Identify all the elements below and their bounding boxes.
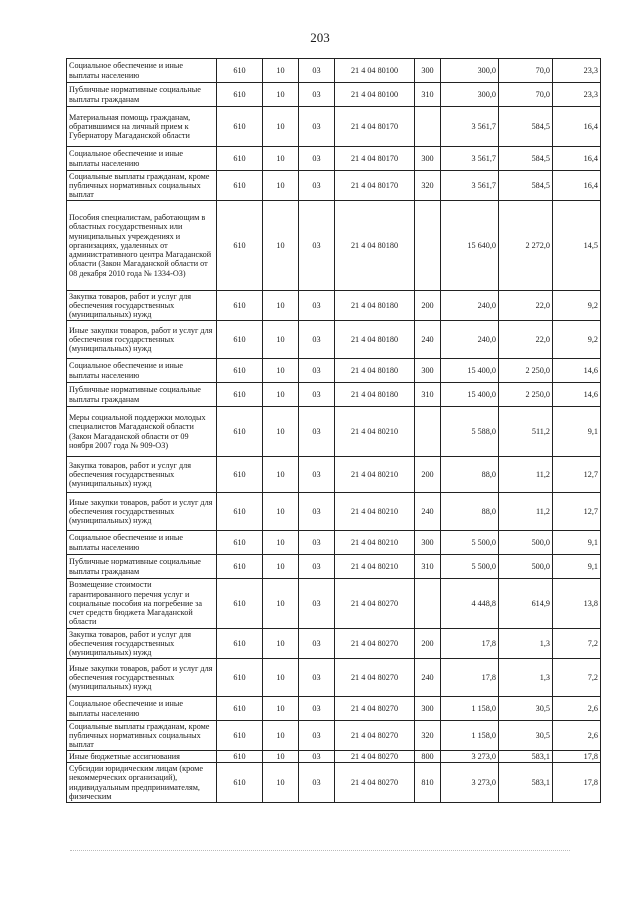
col-percent: 2,6 bbox=[553, 721, 601, 751]
col-target-code: 21 4 04 80210 bbox=[335, 555, 415, 579]
col-section: 10 bbox=[263, 407, 299, 457]
col-target-code: 21 4 04 80210 bbox=[335, 457, 415, 493]
table-row bbox=[67, 383, 601, 407]
row-name: Иные закупки товаров, работ и услуг для обеспечения государственных (муниципальных) нужд bbox=[67, 321, 217, 359]
row-name: Социальное обеспечение и иные выплаты населению bbox=[67, 531, 217, 555]
col-ministry: 610 bbox=[217, 531, 263, 555]
col-subsection: 03 bbox=[299, 171, 335, 201]
col-subsection: 03 bbox=[299, 321, 335, 359]
col-percent: 9,2 bbox=[553, 291, 601, 321]
row-name: Социальное обеспечение и иные выплаты населению bbox=[67, 147, 217, 171]
col-plan: 300,0 bbox=[441, 59, 499, 83]
col-subsection: 03 bbox=[299, 147, 335, 171]
col-target-code: 21 4 04 80270 bbox=[335, 579, 415, 629]
table-row bbox=[67, 59, 601, 83]
col-expense-type: 300 bbox=[415, 531, 441, 555]
col-expense-type: 320 bbox=[415, 721, 441, 751]
col-plan: 15 400,0 bbox=[441, 359, 499, 383]
col-percent: 7,2 bbox=[553, 659, 601, 697]
col-subsection: 03 bbox=[299, 359, 335, 383]
col-target-code: 21 4 04 80170 bbox=[335, 147, 415, 171]
col-target-code: 21 4 04 80270 bbox=[335, 721, 415, 751]
col-percent: 9,2 bbox=[553, 321, 601, 359]
row-name: Закупка товаров, работ и услуг для обеспечения государственных (муниципальных) нужд bbox=[67, 457, 217, 493]
col-expense-type bbox=[415, 579, 441, 629]
col-target-code: 21 4 04 80270 bbox=[335, 629, 415, 659]
col-percent: 16,4 bbox=[553, 147, 601, 171]
table-row bbox=[67, 83, 601, 107]
col-section: 10 bbox=[263, 531, 299, 555]
col-percent: 2,6 bbox=[553, 697, 601, 721]
col-plan: 88,0 bbox=[441, 493, 499, 531]
col-expense-type: 240 bbox=[415, 493, 441, 531]
col-target-code: 21 4 04 80180 bbox=[335, 383, 415, 407]
col-section: 10 bbox=[263, 359, 299, 383]
col-percent: 17,8 bbox=[553, 763, 601, 803]
row-name: Публичные нормативные социальные выплаты гражданам bbox=[67, 83, 217, 107]
col-expense-type: 810 bbox=[415, 763, 441, 803]
col-fact: 614,9 bbox=[499, 579, 553, 629]
row-name: Социальное обеспечение и иные выплаты населению bbox=[67, 697, 217, 721]
col-subsection: 03 bbox=[299, 83, 335, 107]
col-subsection: 03 bbox=[299, 291, 335, 321]
col-fact: 500,0 bbox=[499, 555, 553, 579]
table-row bbox=[67, 721, 601, 751]
table-row bbox=[67, 763, 601, 803]
col-subsection: 03 bbox=[299, 201, 335, 291]
col-ministry: 610 bbox=[217, 493, 263, 531]
table-row bbox=[67, 201, 601, 291]
col-subsection: 03 bbox=[299, 721, 335, 751]
col-percent: 16,4 bbox=[553, 171, 601, 201]
col-ministry: 610 bbox=[217, 83, 263, 107]
col-subsection: 03 bbox=[299, 629, 335, 659]
col-fact: 30,5 bbox=[499, 697, 553, 721]
col-ministry: 610 bbox=[217, 107, 263, 147]
col-target-code: 21 4 04 80170 bbox=[335, 171, 415, 201]
col-expense-type: 310 bbox=[415, 555, 441, 579]
page-number: 203 bbox=[310, 30, 330, 45]
table-row bbox=[67, 407, 601, 457]
table-row bbox=[67, 629, 601, 659]
col-target-code: 21 4 04 80170 bbox=[335, 107, 415, 147]
col-fact: 500,0 bbox=[499, 531, 553, 555]
col-fact: 22,0 bbox=[499, 291, 553, 321]
col-fact: 2 250,0 bbox=[499, 359, 553, 383]
col-ministry: 610 bbox=[217, 629, 263, 659]
table-row bbox=[67, 555, 601, 579]
col-percent: 9,1 bbox=[553, 555, 601, 579]
col-expense-type: 300 bbox=[415, 359, 441, 383]
col-section: 10 bbox=[263, 107, 299, 147]
col-expense-type: 310 bbox=[415, 383, 441, 407]
col-section: 10 bbox=[263, 147, 299, 171]
col-expense-type bbox=[415, 107, 441, 147]
col-ministry: 610 bbox=[217, 659, 263, 697]
col-plan: 3 273,0 bbox=[441, 763, 499, 803]
col-fact: 583,1 bbox=[499, 763, 553, 803]
col-expense-type: 200 bbox=[415, 291, 441, 321]
col-section: 10 bbox=[263, 493, 299, 531]
col-ministry: 610 bbox=[217, 383, 263, 407]
col-plan: 88,0 bbox=[441, 457, 499, 493]
budget-table bbox=[66, 58, 601, 803]
col-expense-type: 300 bbox=[415, 697, 441, 721]
col-target-code: 21 4 04 80270 bbox=[335, 751, 415, 763]
row-name: Материальная помощь гражданам, обратившимся на личный прием к Губернатору Магаданской области bbox=[67, 107, 217, 147]
col-ministry: 610 bbox=[217, 291, 263, 321]
col-fact: 583,1 bbox=[499, 751, 553, 763]
col-percent: 16,4 bbox=[553, 107, 601, 147]
col-plan: 300,0 bbox=[441, 83, 499, 107]
col-plan: 5 588,0 bbox=[441, 407, 499, 457]
col-ministry: 610 bbox=[217, 321, 263, 359]
col-expense-type bbox=[415, 201, 441, 291]
col-subsection: 03 bbox=[299, 763, 335, 803]
col-section: 10 bbox=[263, 321, 299, 359]
col-plan: 17,8 bbox=[441, 659, 499, 697]
col-section: 10 bbox=[263, 629, 299, 659]
col-plan: 3 561,7 bbox=[441, 107, 499, 147]
col-target-code: 21 4 04 80100 bbox=[335, 59, 415, 83]
col-plan: 3 561,7 bbox=[441, 147, 499, 171]
table-row bbox=[67, 579, 601, 629]
row-name: Закупка товаров, работ и услуг для обеспечения государственных (муниципальных) нужд bbox=[67, 629, 217, 659]
col-percent: 14,5 bbox=[553, 201, 601, 291]
col-target-code: 21 4 04 80210 bbox=[335, 407, 415, 457]
col-fact: 70,0 bbox=[499, 83, 553, 107]
col-percent: 23,3 bbox=[553, 83, 601, 107]
col-fact: 70,0 bbox=[499, 59, 553, 83]
table-row bbox=[67, 659, 601, 697]
col-expense-type: 240 bbox=[415, 659, 441, 697]
col-fact: 584,5 bbox=[499, 107, 553, 147]
col-plan: 240,0 bbox=[441, 291, 499, 321]
col-target-code: 21 4 04 80210 bbox=[335, 493, 415, 531]
col-ministry: 610 bbox=[217, 579, 263, 629]
col-percent: 7,2 bbox=[553, 629, 601, 659]
col-subsection: 03 bbox=[299, 383, 335, 407]
col-fact: 2 250,0 bbox=[499, 383, 553, 407]
col-fact: 11,2 bbox=[499, 457, 553, 493]
col-target-code: 21 4 04 80210 bbox=[335, 531, 415, 555]
col-expense-type: 300 bbox=[415, 147, 441, 171]
col-plan: 5 500,0 bbox=[441, 531, 499, 555]
col-section: 10 bbox=[263, 751, 299, 763]
col-section: 10 bbox=[263, 579, 299, 629]
col-section: 10 bbox=[263, 721, 299, 751]
col-ministry: 610 bbox=[217, 171, 263, 201]
table-row bbox=[67, 697, 601, 721]
col-plan: 4 448,8 bbox=[441, 579, 499, 629]
col-expense-type: 240 bbox=[415, 321, 441, 359]
col-ministry: 610 bbox=[217, 555, 263, 579]
col-ministry: 610 bbox=[217, 59, 263, 83]
col-fact: 2 272,0 bbox=[499, 201, 553, 291]
col-section: 10 bbox=[263, 659, 299, 697]
col-subsection: 03 bbox=[299, 751, 335, 763]
col-subsection: 03 bbox=[299, 457, 335, 493]
row-name: Меры социальной поддержки молодых специалистов Магаданской области (Закон Магаданской области от 09 ноября 2007 года № 909-ОЗ) bbox=[67, 407, 217, 457]
row-name: Иные бюджетные ассигнования bbox=[67, 751, 217, 763]
col-ministry: 610 bbox=[217, 721, 263, 751]
col-expense-type: 310 bbox=[415, 83, 441, 107]
row-name: Публичные нормативные социальные выплаты гражданам bbox=[67, 555, 217, 579]
col-plan: 1 158,0 bbox=[441, 721, 499, 751]
col-subsection: 03 bbox=[299, 659, 335, 697]
col-percent: 9,1 bbox=[553, 531, 601, 555]
col-plan: 3 561,7 bbox=[441, 171, 499, 201]
col-percent: 14,6 bbox=[553, 359, 601, 383]
col-expense-type: 300 bbox=[415, 59, 441, 83]
row-name: Социальное обеспечение и иные выплаты населению bbox=[67, 359, 217, 383]
col-subsection: 03 bbox=[299, 59, 335, 83]
col-ministry: 610 bbox=[217, 407, 263, 457]
col-plan: 240,0 bbox=[441, 321, 499, 359]
table-body bbox=[67, 59, 601, 803]
col-percent: 12,7 bbox=[553, 493, 601, 531]
table-row bbox=[67, 107, 601, 147]
col-fact: 1,3 bbox=[499, 659, 553, 697]
table-row bbox=[67, 171, 601, 201]
col-section: 10 bbox=[263, 83, 299, 107]
col-plan: 15 640,0 bbox=[441, 201, 499, 291]
col-fact: 1,3 bbox=[499, 629, 553, 659]
col-subsection: 03 bbox=[299, 531, 335, 555]
col-percent: 17,8 bbox=[553, 751, 601, 763]
col-subsection: 03 bbox=[299, 107, 335, 147]
row-name: Пособия специалистам, работающим в областных государственных или муниципальных учреждениях и организациях, удаленных от административного центра Магаданской области (Закон Магаданской области от 08 декабря 2010 года № 1334-ОЗ) bbox=[67, 201, 217, 291]
table-row bbox=[67, 531, 601, 555]
col-expense-type: 200 bbox=[415, 457, 441, 493]
row-name: Иные закупки товаров, работ и услуг для обеспечения государственных (муниципальных) нужд bbox=[67, 659, 217, 697]
row-name: Возмещение стоимости гарантированного перечня услуг и социальные пособия на погребение за счет средств бюджета Магаданской области bbox=[67, 579, 217, 629]
table-row bbox=[67, 457, 601, 493]
col-fact: 511,2 bbox=[499, 407, 553, 457]
col-percent: 13,8 bbox=[553, 579, 601, 629]
col-percent: 9,1 bbox=[553, 407, 601, 457]
footer-divider bbox=[70, 850, 570, 851]
col-ministry: 610 bbox=[217, 763, 263, 803]
col-expense-type: 320 bbox=[415, 171, 441, 201]
col-fact: 584,5 bbox=[499, 171, 553, 201]
table-row bbox=[67, 291, 601, 321]
row-name: Публичные нормативные социальные выплаты гражданам bbox=[67, 383, 217, 407]
col-ministry: 610 bbox=[217, 457, 263, 493]
col-ministry: 610 bbox=[217, 201, 263, 291]
col-ministry: 610 bbox=[217, 147, 263, 171]
table-row bbox=[67, 493, 601, 531]
col-ministry: 610 bbox=[217, 751, 263, 763]
col-fact: 30,5 bbox=[499, 721, 553, 751]
col-ministry: 610 bbox=[217, 359, 263, 383]
row-name: Закупка товаров, работ и услуг для обеспечения государственных (муниципальных) нужд bbox=[67, 291, 217, 321]
col-expense-type: 200 bbox=[415, 629, 441, 659]
col-section: 10 bbox=[263, 201, 299, 291]
col-subsection: 03 bbox=[299, 579, 335, 629]
row-name: Социальные выплаты гражданам, кроме публичных нормативных социальных выплат bbox=[67, 171, 217, 201]
col-percent: 23,3 bbox=[553, 59, 601, 83]
col-percent: 14,6 bbox=[553, 383, 601, 407]
col-fact: 11,2 bbox=[499, 493, 553, 531]
col-plan: 17,8 bbox=[441, 629, 499, 659]
col-target-code: 21 4 04 80100 bbox=[335, 83, 415, 107]
col-section: 10 bbox=[263, 59, 299, 83]
col-section: 10 bbox=[263, 697, 299, 721]
row-name: Иные закупки товаров, работ и услуг для обеспечения государственных (муниципальных) нужд bbox=[67, 493, 217, 531]
col-fact: 22,0 bbox=[499, 321, 553, 359]
col-subsection: 03 bbox=[299, 697, 335, 721]
col-plan: 3 273,0 bbox=[441, 751, 499, 763]
col-section: 10 bbox=[263, 291, 299, 321]
col-plan: 15 400,0 bbox=[441, 383, 499, 407]
table-row bbox=[67, 147, 601, 171]
col-section: 10 bbox=[263, 763, 299, 803]
col-target-code: 21 4 04 80180 bbox=[335, 321, 415, 359]
col-fact: 584,5 bbox=[499, 147, 553, 171]
col-percent: 12,7 bbox=[553, 457, 601, 493]
col-subsection: 03 bbox=[299, 407, 335, 457]
col-target-code: 21 4 04 80180 bbox=[335, 201, 415, 291]
col-subsection: 03 bbox=[299, 555, 335, 579]
col-subsection: 03 bbox=[299, 493, 335, 531]
col-target-code: 21 4 04 80180 bbox=[335, 291, 415, 321]
col-target-code: 21 4 04 80180 bbox=[335, 359, 415, 383]
table-row bbox=[67, 751, 601, 763]
col-section: 10 bbox=[263, 171, 299, 201]
col-section: 10 bbox=[263, 555, 299, 579]
row-name: Социальные выплаты гражданам, кроме публичных нормативных социальных выплат bbox=[67, 721, 217, 751]
col-ministry: 610 bbox=[217, 697, 263, 721]
row-name: Субсидии юридическим лицам (кроме некоммерческих организаций), индивидуальным предпринимателям, физическим bbox=[67, 763, 217, 803]
col-target-code: 21 4 04 80270 bbox=[335, 697, 415, 721]
row-name: Социальное обеспечение и иные выплаты населению bbox=[67, 59, 217, 83]
table-row bbox=[67, 321, 601, 359]
col-section: 10 bbox=[263, 457, 299, 493]
col-expense-type: 800 bbox=[415, 751, 441, 763]
col-target-code: 21 4 04 80270 bbox=[335, 659, 415, 697]
col-target-code: 21 4 04 80270 bbox=[335, 763, 415, 803]
col-section: 10 bbox=[263, 383, 299, 407]
col-plan: 1 158,0 bbox=[441, 697, 499, 721]
col-expense-type bbox=[415, 407, 441, 457]
col-plan: 5 500,0 bbox=[441, 555, 499, 579]
table-row bbox=[67, 359, 601, 383]
